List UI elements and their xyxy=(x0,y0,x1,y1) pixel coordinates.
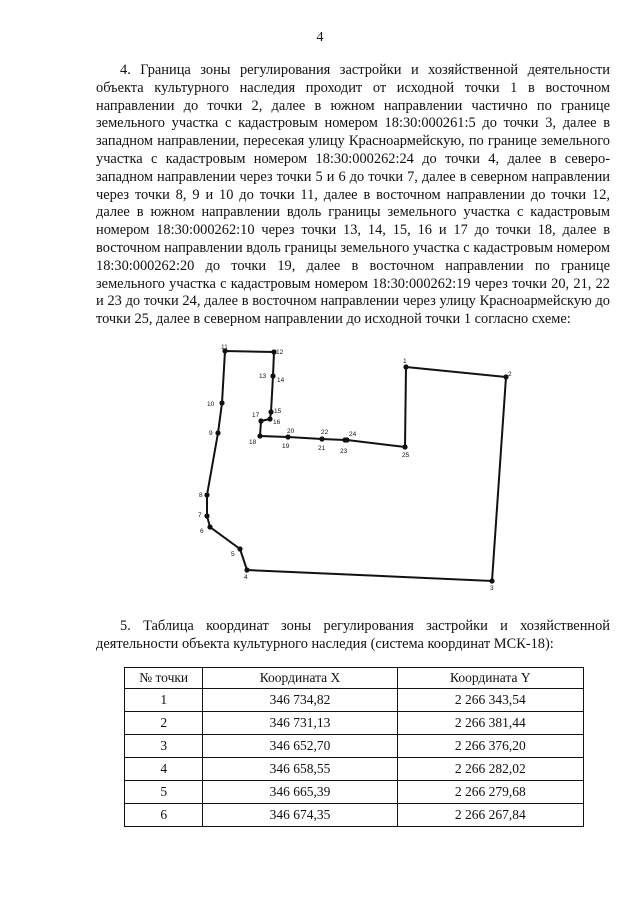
boundary-point-marker xyxy=(268,409,273,414)
boundary-point-marker xyxy=(207,524,212,529)
section-4-boundary-description: 4. Граница зоны регулирования застройки и хозяйственной деятельности объекта культурного наследия проходит от исходной точки 1 в восточном направлении до точки 2, далее в южном направлении частично по границе земельного участка с кадастровым номером 18:30:000261:5 до точки 3, далее в западном направлении, пересекая улицу Красноармейскую, по границе земельного участка с кадастровым номером 18:30:000262:24 до точки 4, далее в северо-западном направлении через точки 5 и 6 до точки 7, далее в северном направлении через точки 8, 9 и 10 до точки 11, далее в восточном направлении до точки 12, далее в южном направлении вдоль границы земельного участка с кадастровым номером 18:30:000262:10 через точки 13, 14, 15, 16 и 17 до точки 18, далее в восточном направлении вдоль границы земельного участка с кадастровым номером 18:30:000262:20 до точки 19, далее в восточном направлении по границе земельного участка с кадастровым номером 18:30:000262:19 через точки 20, 21, 22 и 23 до точки 24, далее в восточном направлении через улицу Красноармейскую до точки 25, далее в северном направлении до исходной точки 1 согласно схеме: xyxy=(96,62,610,328)
point-label: 20 xyxy=(287,428,295,435)
point-label: 25 xyxy=(402,452,410,459)
table-row xyxy=(125,804,584,827)
point-label: 11 xyxy=(221,344,228,351)
point-label: 24 xyxy=(349,431,357,438)
boundary-point-marker xyxy=(244,567,249,572)
point-label: 22 xyxy=(321,429,329,436)
column-header-point: № точки xyxy=(125,668,203,689)
table-row xyxy=(125,735,584,758)
page-number: 4 xyxy=(316,30,324,45)
point-label: 13 xyxy=(259,373,267,380)
point-label: 1 xyxy=(403,358,407,365)
coordinate-y-cell: 2 266 282,02 xyxy=(397,758,583,781)
coordinate-x-cell: 346 674,35 xyxy=(203,804,397,827)
boundary-point-marker xyxy=(403,364,408,369)
point-number-cell: 5 xyxy=(125,781,203,804)
coordinate-y-cell: 2 266 343,54 xyxy=(397,689,583,712)
point-number-cell: 3 xyxy=(125,735,203,758)
point-label: 7 xyxy=(198,512,202,519)
point-label: 6 xyxy=(200,528,204,535)
point-label: 21 xyxy=(318,445,326,452)
table-row xyxy=(125,689,584,712)
point-label: 18 xyxy=(249,439,257,446)
column-header-y: Координата Y xyxy=(397,668,583,689)
point-label: 3 xyxy=(490,585,494,590)
boundary-scheme xyxy=(195,340,525,590)
point-number-cell: 2 xyxy=(125,712,203,735)
point-label: 14 xyxy=(277,377,285,384)
point-label: 9 xyxy=(209,430,213,437)
point-label: 10 xyxy=(207,401,215,408)
boundary-point-marker xyxy=(489,578,494,583)
coordinate-x-cell: 346 665,39 xyxy=(203,781,397,804)
coordinate-x-cell: 346 652,70 xyxy=(203,735,397,758)
table-row xyxy=(125,758,584,781)
point-label: 16 xyxy=(273,419,281,426)
column-header-x: Координата X xyxy=(203,668,397,689)
coordinates-table xyxy=(124,667,584,827)
boundary-point-marker xyxy=(258,418,263,423)
boundary-line xyxy=(207,351,506,581)
boundary-point-marker xyxy=(402,444,407,449)
boundary-point-marker xyxy=(237,546,242,551)
table-row xyxy=(125,781,584,804)
section-5-table-caption: 5. Таблица координат зоны регулирования застройки и хозяйственной деятельности объекта культурного наследия (система координат МСК-18): xyxy=(96,618,610,652)
boundary-point-marker xyxy=(204,513,209,518)
boundary-point-marker xyxy=(257,433,262,438)
boundary-point-marker xyxy=(219,400,224,405)
point-labels xyxy=(198,344,512,590)
boundary-point-marker xyxy=(319,436,324,441)
boundary-point-marker xyxy=(285,434,290,439)
point-label: 2 xyxy=(508,371,512,378)
table-header-row xyxy=(125,668,584,689)
coordinate-y-cell: 2 266 381,44 xyxy=(397,712,583,735)
coordinate-y-cell: 2 266 267,84 xyxy=(397,804,583,827)
coordinate-x-cell: 346 658,55 xyxy=(203,758,397,781)
point-label: 4 xyxy=(244,574,248,581)
point-label: 8 xyxy=(199,492,203,499)
boundary-point-marker xyxy=(270,373,275,378)
coordinate-y-cell: 2 266 279,68 xyxy=(397,781,583,804)
boundary-point-marker xyxy=(215,430,220,435)
points-layer xyxy=(204,348,508,583)
point-number-cell: 6 xyxy=(125,804,203,827)
coordinate-x-cell: 346 731,13 xyxy=(203,712,397,735)
point-label: 19 xyxy=(282,443,290,450)
boundary-scheme-svg xyxy=(195,340,525,590)
coordinate-x-cell: 346 734,82 xyxy=(203,689,397,712)
point-number-cell: 4 xyxy=(125,758,203,781)
coordinate-y-cell: 2 266 376,20 xyxy=(397,735,583,758)
point-label: 5 xyxy=(231,551,235,558)
point-label: 17 xyxy=(252,412,260,419)
boundary-point-marker xyxy=(344,437,349,442)
boundary-point-marker xyxy=(267,416,272,421)
table-row xyxy=(125,712,584,735)
point-number-cell: 1 xyxy=(125,689,203,712)
boundary-point-marker xyxy=(204,492,209,497)
point-label: 23 xyxy=(340,448,348,455)
point-label: 15 xyxy=(274,408,282,415)
point-label: 12 xyxy=(276,349,284,356)
